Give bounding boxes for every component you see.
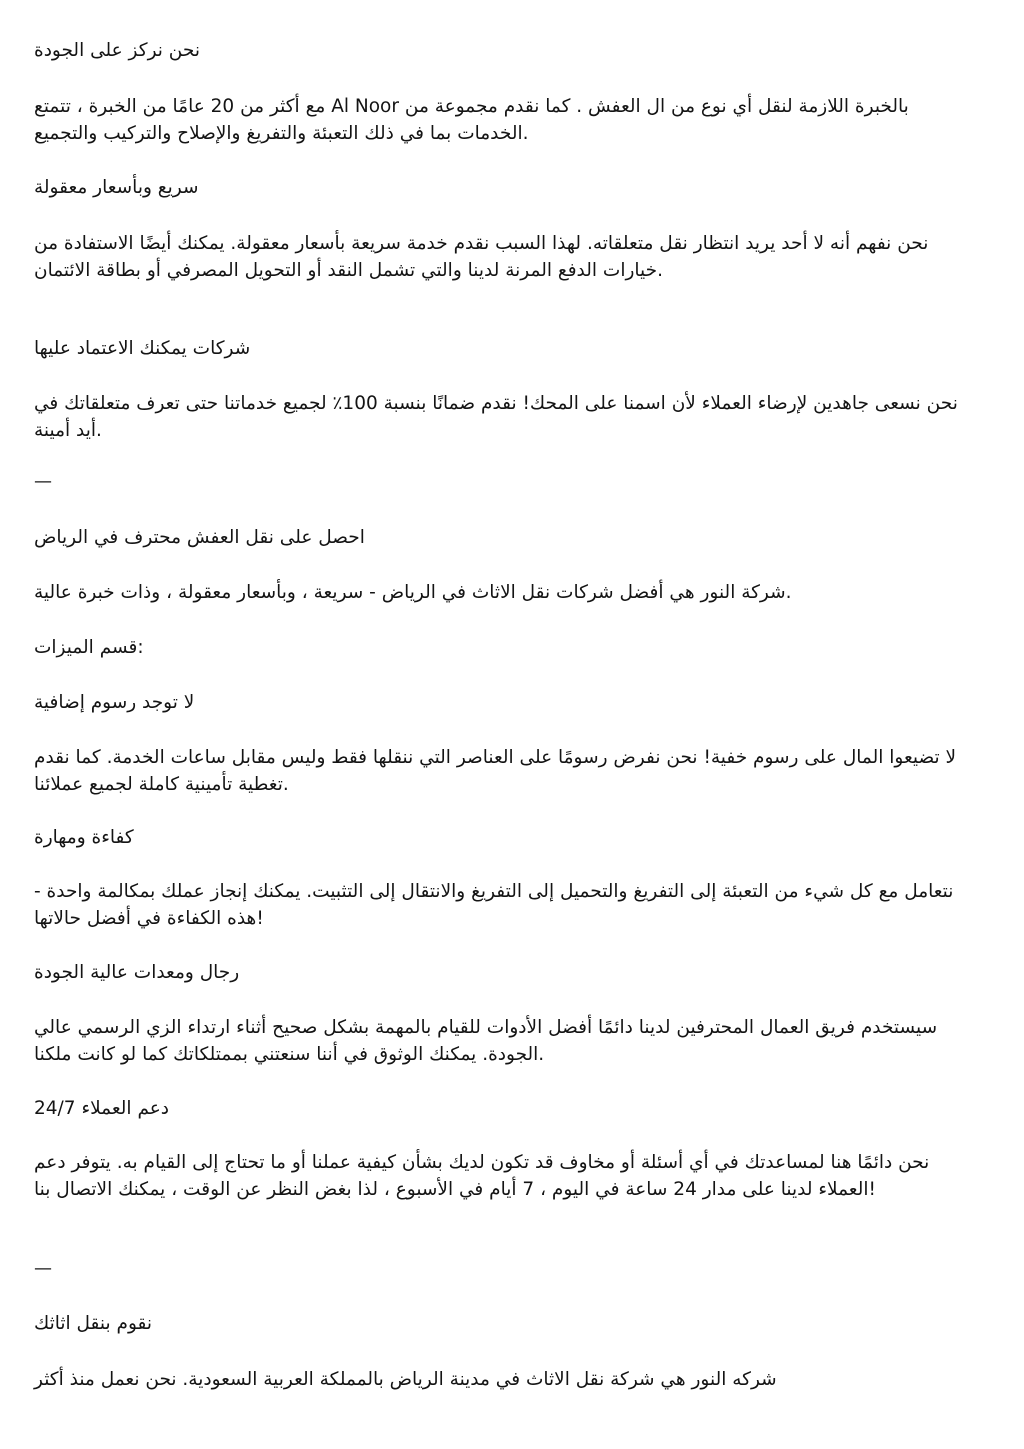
paragraph-professional-workers: سيستخدم فريق العمال المحترفين لدينا دائمًا أفضل الأدوات للقيام بالمهمة بشكل صحيح أثناء ارتداء الزي الرسمي عالي الجودة. يمكنك الوثوق في أننا سنعتني بممتلكاتك كما لو كانت ملكنا. xyxy=(34,1017,938,1065)
heading-efficiency: كفاءة ومهارة xyxy=(34,827,134,848)
paragraph-payment-options: نحن نفهم أنه لا أحد يريد انتظار نقل متعلقاته. لهذا السبب نقدم خدمة سريعة بأسعار معقولة. يمكنك أيضًا الاستفادة من خيارات الدفع المرنة لدينا والتي تشمل النقد أو التحويل المصرفي أو بطاقة الائتمان. xyxy=(34,233,929,281)
heading-quality-crew: رجال ومعدات عالية الجودة xyxy=(34,962,240,983)
paragraph-hidden-fees: لا تضيعوا المال على رسوم خفية! نحن نفرض رسومًا على العناصر التي ننقلها فقط وليس مقابل ساعات الخدمة. كما نقدم تغطية تأمينية كاملة لجميع عملائنا. xyxy=(34,747,957,795)
paragraph-support: نحن دائمًا هنا لمساعدتك في أي أسئلة أو مخاوف قد تكون لديك بشأن كيفية عملنا أو ما تحتاج إلى القيام به. يتوفر دعم العملاء لدينا على مدار 24 ساعة في اليوم ، 7 أيام في الأسبوع ، لذا بغض النظر عن الوقت ، يمكنك الاتصال بنا! xyxy=(34,1152,930,1200)
paragraph-guarantee: نحن نسعى جاهدين لإرضاء العملاء لأن اسمنا على المحك! نقدم ضمانًا بنسبة 100٪ لجميع خدماتنا حتى تعرف متعلقاتك في أيد أمينة. xyxy=(34,393,958,441)
heading-support-247: 24/7 دعم العملاء xyxy=(34,1098,170,1119)
heading-quality: نحن نركز على الجودة xyxy=(34,40,200,61)
section-divider: — xyxy=(34,1258,52,1279)
heading-no-extra-fees: لا توجد رسوم إضافية xyxy=(34,692,195,713)
heading-fast-affordable: سريع وبأسعار معقولة xyxy=(34,177,199,198)
section-divider: — xyxy=(34,471,52,492)
heading-features-section: قسم الميزات: xyxy=(34,637,144,658)
paragraph-one-call: نتعامل مع كل شيء من التعبئة إلى التفريغ والتحميل إلى التفريغ والانتقال إلى التثبيت. يمكنك إنجاز عملك بمكالمة واحدة - هذه الكفاءة في أفضل حالاتها! xyxy=(34,881,954,929)
paragraph-experience: مع أكثر من 20 عامًا من الخبرة ، تتمتع Al Noor بالخبرة اللازمة لنقل أي نوع من ال العفش . كما نقدم مجموعة من الخدمات بما في ذلك التعبئة والتفريغ والإصلاح والتركيب والتجميع. xyxy=(34,96,909,144)
paragraph-company-intro: شركه النور هي شركة نقل الاثاث في مدينة الرياض بالمملكة العربية السعودية. نحن نعمل منذ أكثر xyxy=(34,1369,777,1390)
heading-reliable-companies: شركات يمكنك الاعتماد عليها xyxy=(34,338,251,359)
paragraph-best-company: شركة النور هي أفضل شركات نقل الاثاث في الرياض - سريعة ، وبأسعار معقولة ، وذات خبرة عالية. xyxy=(34,582,792,603)
heading-we-move-furniture: نقوم بنقل اثاثك xyxy=(34,1313,153,1334)
heading-professional-moving: احصل على نقل العفش محترف في الرياض xyxy=(34,527,365,548)
